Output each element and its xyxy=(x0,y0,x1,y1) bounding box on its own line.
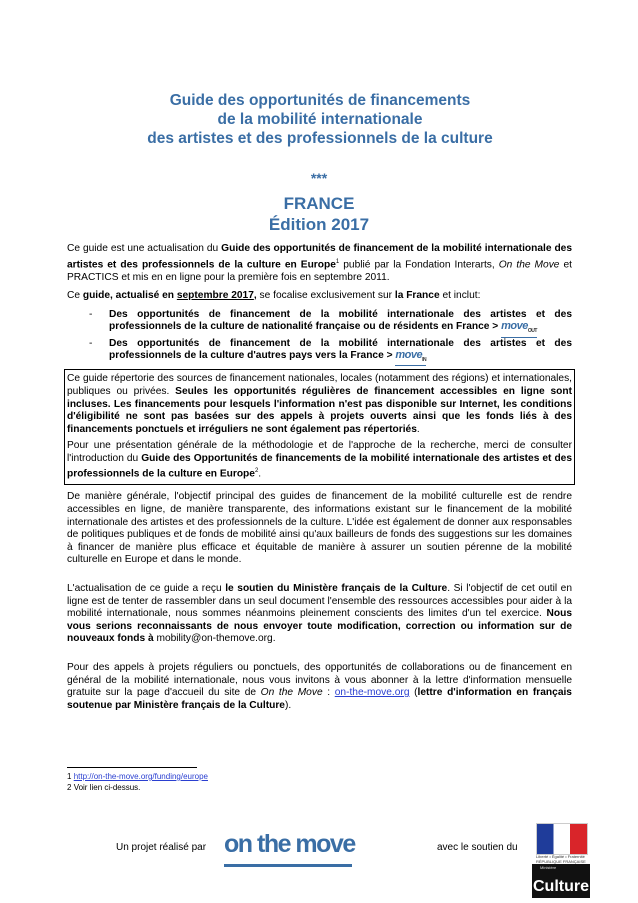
text-run: , xyxy=(253,290,257,302)
on-the-move-logo-icon: on the move xyxy=(224,830,355,858)
text-run: . xyxy=(416,423,420,435)
scope-list xyxy=(67,309,572,367)
text-run: Pour des appels à projets réguliers ou ponctuels, des opportunités de collaborations ou de financement en général de la mobilité internationale, nous vous invitons à vous abonner à la lettre d'information mensuelle gratuite sur la page d'accueil du site de xyxy=(67,662,572,699)
text-run: Ce xyxy=(67,290,83,302)
website-link[interactable]: on-the-move.org xyxy=(334,687,410,699)
text-run: lettre d'information en français soutenue par Ministère français de la Culture xyxy=(67,687,572,711)
text-run: guide, actualisé en xyxy=(82,290,177,302)
move-out-logo-icon xyxy=(501,321,537,337)
text-run: Pour une présentation générale de la méthodologie et de l'approche de la recherche, merci de consulter l'introduction du xyxy=(67,440,572,464)
logo-text: move xyxy=(395,349,423,362)
list-item-text: Des opportunités de financement de la mobilité internationale des artistes et des professionnels de la culture d'autres pays vers la France > xyxy=(109,337,572,362)
objective-paragraph: De manière générale, l'objectif principal des guides de financement de la mobilité culturelle est de rendre accessibles en ligne, de manière transparente, des informations existant sur le financement de la mobilité internationale des artistes et des professionnels de la culture. L'idée est également de donner aux responsables de politiques publiques et de fonds de mobilité ainsi qu'aux bailleurs de fonds des suggestions sur les domaines à financer de manière plus efficace et équitable de manière à assurer un soutien pérenne de la mobilité culturelle en Europe et dans le monde. xyxy=(67,491,572,566)
logo-sub: OUT xyxy=(527,328,537,335)
title-separator: *** xyxy=(310,170,328,186)
text-run: Ce guide répertorie des sources de financement nationales, locales (notamment des régions) et internationales, publiques ou privées. xyxy=(67,373,572,397)
move-in-logo-icon xyxy=(395,350,426,366)
title-line-2: de la mobilité internationale xyxy=(217,111,423,128)
text-run: publié par la Fondation Interarts, xyxy=(339,258,499,270)
contact-email[interactable]: mobility@on-themove.org xyxy=(156,633,273,645)
footnote-text: Voir lien ci-dessus. xyxy=(73,782,141,792)
text-run: ). xyxy=(284,699,292,711)
on-the-move-name: On the Move xyxy=(498,258,560,270)
footnote-2 xyxy=(67,783,572,794)
guide-reference: Guide des opportunités de financement de la mobilité internationale des artistes et des professionnels de la culture en Europe xyxy=(67,243,573,270)
text-run: . xyxy=(272,633,276,645)
list-item xyxy=(67,338,572,367)
on-the-move-name: On the Move xyxy=(260,687,323,699)
text-run: : xyxy=(322,687,335,699)
made-by-label: Un projet réalisé par xyxy=(116,842,207,853)
page-footer xyxy=(0,820,638,900)
footnote-number: 2 xyxy=(67,782,72,792)
text-run: . Si l'objectif de cet outil en ligne est de tenter de rassembler dans un seul document l'ensemble des ressources accessibles pour aider à la mobilité internationale, nous sommes néanmoins pleinement conscients des limites d'un tel exercice. xyxy=(67,583,572,620)
title-line-3: des artistes et des professionnels de la culture xyxy=(147,130,493,147)
document-title xyxy=(60,91,580,148)
list-dash: - xyxy=(89,308,93,320)
footnote-ref-2[interactable]: 2 xyxy=(254,468,259,475)
list-item-text: Des opportunités de financement de la mobilité internationale des artistes et des professionnels de la culture de nationalité française ou de résidents en France > xyxy=(109,308,572,333)
country-focus: la France xyxy=(394,290,440,302)
text-run: et inclut: xyxy=(439,290,481,302)
ministry-culture-logo-icon: Culture xyxy=(532,864,590,898)
edition-label: Édition 2017 xyxy=(268,215,370,234)
footnote-rule xyxy=(67,767,197,768)
box-paragraph-2 xyxy=(67,440,572,481)
intro-paragraph-1 xyxy=(67,243,572,284)
text-run: . xyxy=(258,468,262,480)
country-edition xyxy=(0,193,638,235)
support-label: avec le soutien du xyxy=(437,842,518,853)
footnote-ref-1[interactable]: 1 xyxy=(335,258,340,265)
text-run: Ce guide est une actualisation du xyxy=(67,243,222,254)
footnote-1 xyxy=(67,772,572,783)
document-body xyxy=(67,243,572,718)
title-line-1: Guide des opportunités de financements xyxy=(169,92,471,109)
text-run: Guide des Opportunités de financements de la mobilité internationale des artistes et des professionnels de la culture en Europe xyxy=(67,452,573,480)
text-run: et PRACTICS et mis en en ligne pour la première fois en septembre 2011. xyxy=(67,258,573,283)
spacer xyxy=(67,573,572,583)
french-republic-logo-icon xyxy=(536,823,588,855)
text-run: L'actualisation de ce guide a reçu xyxy=(67,583,226,595)
list-dash: - xyxy=(89,337,93,349)
text-run: Seules les opportunités régulières de financement accessibles en ligne sont incluses. Les financements pour lesquels l'information n'est pas disponible sur Internet, les conditions d'éligibilité ne sont pas basées sur des appels à projets ouverts ainsi que les fonds liés à des financements ponctuels et irréguliers ne sont également pas répertoriés xyxy=(67,385,572,435)
ministry-label: Ministère xyxy=(540,865,557,870)
republic-text: Liberté • Égalité • Fraternité RÉPUBLIQUE FRANÇAISE xyxy=(536,854,586,864)
text-run: se focalise exclusivement sur xyxy=(256,290,395,302)
methodology-box xyxy=(64,369,575,485)
update-date: septembre 2017 xyxy=(176,290,254,302)
box-paragraph-1 xyxy=(67,373,572,436)
spacer xyxy=(67,652,572,662)
country-label: FRANCE xyxy=(283,194,355,213)
text-run: ( xyxy=(409,687,418,699)
list-item xyxy=(67,309,572,338)
logo-underline xyxy=(224,864,352,867)
logo-text: move xyxy=(501,320,528,333)
logo-sub: IN xyxy=(422,357,427,364)
intro-paragraph-2 xyxy=(67,290,572,303)
newsletter-paragraph xyxy=(67,662,572,712)
support-paragraph xyxy=(67,583,572,646)
footnotes xyxy=(67,767,572,793)
footnote-number: 1 xyxy=(67,772,72,781)
text-run: Nous vous serions reconnaissants de nous envoyer toute modification, correction ou information sur de nouveaux fonds à xyxy=(67,608,572,645)
text-run: le soutien du Ministère français de la Culture xyxy=(225,583,448,595)
footnote-link[interactable]: http://on-the-move.org/funding/europe xyxy=(73,772,208,781)
